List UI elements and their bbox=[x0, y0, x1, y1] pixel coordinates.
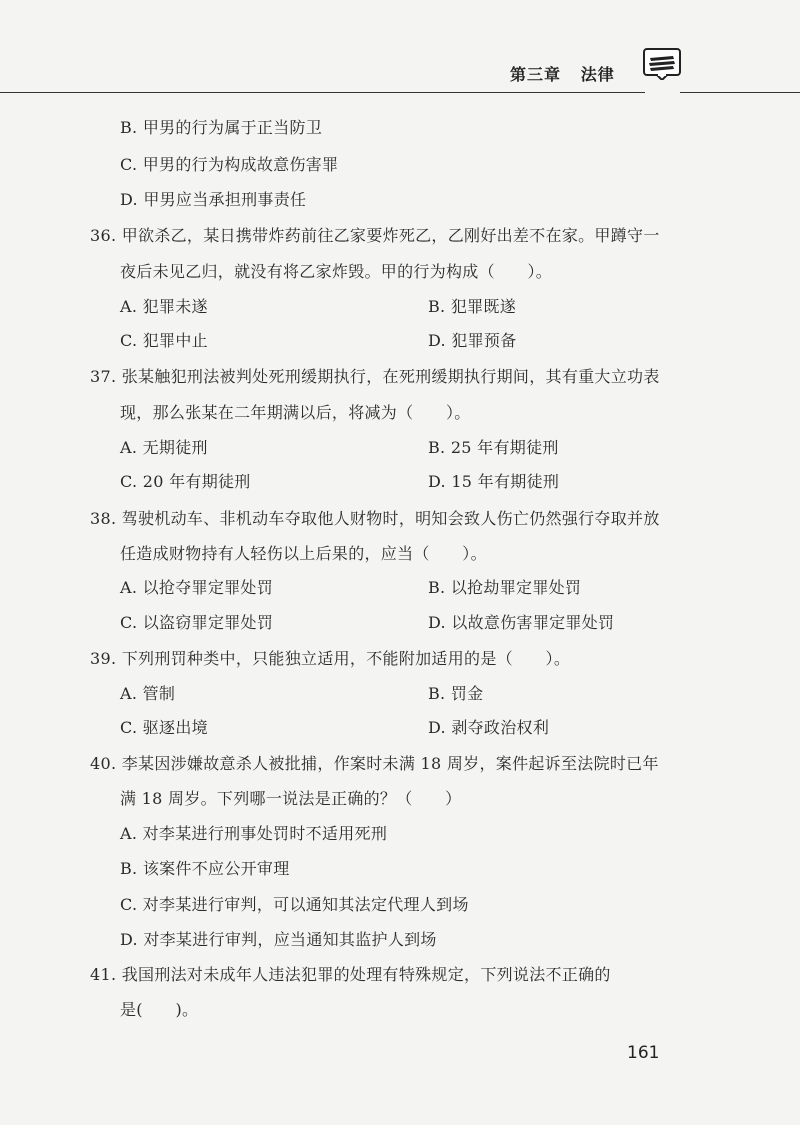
question-40-text: 40. 李某因涉嫌故意杀人被批捕，作案时未满 18 周岁，案件起诉至法院时已年 bbox=[90, 754, 659, 773]
question-38-text: 38. 驾驶机动车、非机动车夺取他人财物时，明知会致人伤亡仍然强行夺取并放 bbox=[90, 509, 660, 528]
question-37-text: 现，那么张某在二年期满以后，将减为（ ）。 bbox=[120, 403, 471, 422]
option-line: D. 对李某进行审判，应当通知其监护人到场 bbox=[120, 930, 437, 949]
option-line: C. 甲男的行为构成故意伤害罪 bbox=[120, 155, 339, 174]
question-41-text: 41. 我国刑法对未成年人违法犯罪的处理有特殊规定，下列说法不正确的 bbox=[90, 965, 611, 984]
book-stack-icon bbox=[643, 48, 681, 80]
question-38-text: 任造成财物持有人轻伤以上后果的，应当（ ）。 bbox=[120, 544, 487, 563]
option-line: C. 犯罪中止 bbox=[120, 331, 208, 350]
option-line: B. 该案件不应公开审理 bbox=[120, 859, 290, 878]
question-40-text: 满 18 周岁。下列哪一说法是正确的？（ ） bbox=[120, 789, 462, 808]
question-41-text: 是( )。 bbox=[120, 1000, 199, 1019]
option-line: D. 以故意伤害罪定罪处罚 bbox=[428, 613, 615, 632]
option-line: A. 无期徒刑 bbox=[120, 438, 208, 457]
question-36-text: 夜后未见乙归，就没有将乙家炸毁。甲的行为构成（ ）。 bbox=[120, 262, 553, 281]
option-line: A. 管制 bbox=[120, 684, 176, 703]
page-header bbox=[0, 0, 800, 100]
option-line: A. 以抢夺罪定罪处罚 bbox=[120, 578, 274, 597]
option-line: B. 罚金 bbox=[428, 684, 484, 703]
option-line: C. 对李某进行审判，可以通知其法定代理人到场 bbox=[120, 895, 469, 914]
option-line: C. 20 年有期徒刑 bbox=[120, 472, 251, 491]
option-line: A. 犯罪未遂 bbox=[120, 297, 208, 316]
option-line: D. 甲男应当承担刑事责任 bbox=[120, 190, 307, 209]
option-line: B. 以抢劫罪定罪处罚 bbox=[428, 578, 582, 597]
option-line: C. 以盗窃罪定罪处罚 bbox=[120, 613, 274, 632]
option-line: A. 对李某进行刑事处罚时不适用死刑 bbox=[120, 824, 388, 843]
option-line: C. 驱逐出境 bbox=[120, 718, 208, 737]
page-number: 161 bbox=[627, 1043, 660, 1063]
option-line: D. 剥夺政治权利 bbox=[428, 718, 550, 737]
header-rule bbox=[0, 92, 645, 93]
option-line: B. 25 年有期徒刑 bbox=[428, 438, 559, 457]
option-line: D. 犯罪预备 bbox=[428, 331, 517, 350]
question-36-text: 36. 甲欲杀乙，某日携带炸药前往乙家要炸死乙，乙刚好出差不在家。甲蹲守一 bbox=[90, 226, 660, 245]
question-39-text: 39. 下列刑罚种类中，只能独立适用，不能附加适用的是（ ）。 bbox=[90, 649, 571, 668]
question-37-text: 37. 张某触犯刑法被判处死刑缓期执行，在死刑缓期执行期间，其有重大立功表 bbox=[90, 367, 660, 386]
option-line: D. 15 年有期徒刑 bbox=[428, 472, 560, 491]
header-rule-right bbox=[680, 92, 800, 93]
option-line: B. 甲男的行为属于正当防卫 bbox=[120, 118, 323, 137]
chapter-title: 第三章 法律 bbox=[510, 65, 615, 84]
option-line: B. 犯罪既遂 bbox=[428, 297, 517, 316]
